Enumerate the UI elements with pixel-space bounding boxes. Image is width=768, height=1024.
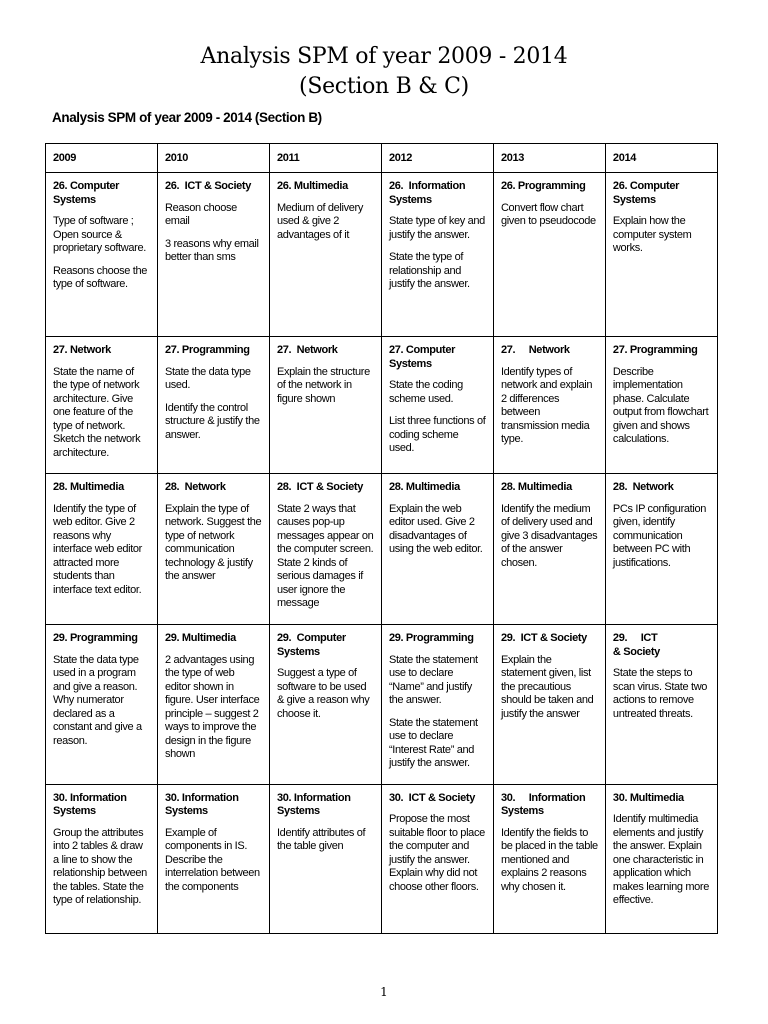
cell-heading: 26. Multimedia bbox=[276, 180, 348, 192]
cell-heading: 29. Programming bbox=[388, 632, 474, 644]
cell-paragraph: State the type of relationship and justify the answer. bbox=[388, 251, 470, 290]
cell-paragraph: Propose the most suitable floor to place the computer and justify the answer. Explain why did not choose other floors. bbox=[388, 813, 485, 893]
cell-paragraph: Identify the medium of delivery used and give 3 disadvantages of the answer chosen. bbox=[500, 502, 598, 569]
table-cell bbox=[157, 784, 269, 933]
cell-paragraph: Identify attributes of the table given bbox=[276, 826, 366, 852]
table-cell bbox=[381, 337, 493, 474]
document-title bbox=[0, 42, 768, 102]
cell-paragraph: Identify the control structure & justify the answer. bbox=[164, 401, 260, 441]
cell-paragraph: 3 reasons why email better than sms bbox=[164, 237, 259, 263]
cell-paragraph: Group the attributes into 2 tables & draw a line to show the relationship between the tables. State the type of relationship. bbox=[53, 826, 147, 906]
table-cell bbox=[605, 474, 717, 625]
year-header: 2009 bbox=[46, 144, 158, 173]
table-cell bbox=[605, 625, 717, 785]
cell-heading: 28. Multimedia bbox=[388, 481, 460, 493]
cell-heading: 26. Programming bbox=[500, 180, 586, 192]
cell-paragraph: Identify the fields to be placed in the table mentioned and explains 2 reasons why chosen it. bbox=[500, 826, 598, 893]
year-header: 2013 bbox=[493, 144, 605, 173]
cell-paragraph: 2 advantages using the type of web editor shown in figure. User interface principle – suggest 2 ways to improve the design in the figure shown bbox=[164, 653, 260, 760]
cell-heading: 29. ICT & Society bbox=[612, 632, 660, 658]
analysis-table bbox=[45, 143, 718, 934]
table-cell bbox=[381, 474, 493, 625]
table-cell bbox=[269, 337, 381, 474]
cell-heading: 30. Information Systems bbox=[276, 791, 354, 817]
table-cell bbox=[605, 337, 717, 474]
cell-heading: 26. ICT & Society bbox=[164, 180, 251, 192]
table-cell bbox=[157, 474, 269, 625]
cell-paragraph: Suggest a type of software to be used & give a reason why choose it. bbox=[276, 667, 370, 720]
table-cell bbox=[493, 474, 605, 625]
cell-paragraph: Reason choose email bbox=[164, 201, 237, 227]
cell-heading: 28. ICT & Society bbox=[276, 481, 363, 493]
cell-paragraph: Explain the statement given, list the precautious should be taken and justify the answer bbox=[500, 653, 594, 720]
cell-paragraph: State the steps to scan virus. State two actions to remove untreated threats. bbox=[612, 667, 708, 720]
table-row bbox=[46, 784, 718, 933]
cell-heading: 30. Information Systems bbox=[53, 791, 130, 817]
cell-paragraph: Explain the structure of the network in figure shown bbox=[276, 365, 370, 405]
cell-paragraph: Identify types of network and explain 2 differences between transmission media type. bbox=[500, 365, 593, 445]
table-cell bbox=[381, 784, 493, 933]
cell-heading: 30. ICT & Society bbox=[388, 791, 475, 804]
cell-paragraph: Identify multimedia elements and justify the answer. Explain one characteristic in application which makes learning more effective. bbox=[612, 813, 709, 906]
cell-paragraph: State 2 ways that causes pop-up messages appear on the computer screen. State 2 kinds of serious damages if user ignore the message bbox=[276, 502, 374, 609]
cell-heading: 28. Multimedia bbox=[53, 481, 124, 493]
cell-paragraph: Reasons choose the type of software. bbox=[53, 264, 147, 290]
cell-heading: 30. Information Systems bbox=[500, 791, 589, 817]
cell-paragraph: Describe implementation phase. Calculate output from flowchart given and shows calculations. bbox=[612, 365, 709, 445]
cell-heading: 27. Network bbox=[500, 344, 570, 356]
table-cell bbox=[157, 625, 269, 785]
table-header-row bbox=[46, 144, 718, 173]
year-header: 2014 bbox=[605, 144, 717, 173]
cell-heading: 27. Programming bbox=[612, 344, 698, 356]
cell-paragraph: State the statement use to declare “Interest Rate” and justify the answer. bbox=[388, 716, 478, 769]
table-row bbox=[46, 474, 718, 625]
table-row bbox=[46, 625, 718, 785]
table-cell bbox=[46, 173, 158, 337]
cell-heading: 27. Programming bbox=[164, 344, 250, 356]
table-row bbox=[46, 337, 718, 474]
table-cell bbox=[46, 784, 158, 933]
cell-heading: 26. Computer Systems bbox=[53, 180, 122, 206]
table-cell bbox=[493, 337, 605, 474]
cell-heading: 29. ICT & Society bbox=[500, 632, 587, 644]
cell-heading: 29. Multimedia bbox=[164, 632, 236, 644]
table-cell bbox=[269, 474, 381, 625]
year-header: 2011 bbox=[269, 144, 381, 173]
table-cell bbox=[381, 625, 493, 785]
table-cell bbox=[157, 337, 269, 474]
table-cell bbox=[46, 337, 158, 474]
table-row bbox=[46, 173, 718, 337]
cell-paragraph: Example of components in IS. Describe the interrelation between the components bbox=[164, 826, 260, 893]
cell-heading: 26. Information Systems bbox=[388, 180, 468, 206]
cell-paragraph: Explain the web editor used. Give 2 disadvantages of using the web editor. bbox=[388, 502, 483, 555]
table-cell bbox=[157, 173, 269, 337]
table-cell bbox=[269, 625, 381, 785]
page-number: 1 bbox=[380, 985, 388, 999]
table-cell bbox=[493, 625, 605, 785]
year-header: 2010 bbox=[157, 144, 269, 173]
cell-heading: 27. Network bbox=[53, 344, 111, 356]
table-cell bbox=[605, 784, 717, 933]
cell-paragraph: State the coding scheme used. bbox=[388, 379, 463, 405]
cell-heading: 30. Information Systems bbox=[164, 791, 242, 817]
cell-paragraph: State the name of the type of network architecture. Give one feature of the type of network. Sketch the network architecture. bbox=[53, 365, 141, 459]
table-cell bbox=[46, 625, 158, 785]
cell-paragraph: State the statement use to declare “Name” and justify the answer. bbox=[388, 653, 478, 706]
cell-heading: 27. Network bbox=[276, 344, 338, 356]
cell-paragraph: Explain how the computer system works. bbox=[612, 215, 692, 254]
cell-heading: 26. Computer Systems bbox=[612, 180, 682, 206]
cell-heading: 27. Computer Systems bbox=[388, 344, 458, 370]
table-cell bbox=[605, 173, 717, 337]
title-line-1: Analysis SPM of year 2009 - 2014 bbox=[200, 44, 568, 69]
table-cell bbox=[493, 784, 605, 933]
cell-heading: 28. Network bbox=[612, 481, 674, 493]
cell-paragraph: State type of key and justify the answer. bbox=[388, 215, 485, 241]
cell-heading: 29. Programming bbox=[53, 632, 138, 644]
year-header: 2012 bbox=[381, 144, 493, 173]
cell-paragraph: Explain the type of network. Suggest the type of network communication technology & justify the answer bbox=[164, 502, 262, 582]
table-cell bbox=[46, 474, 158, 625]
cell-paragraph: PCs IP configuration given, identify communication between PC with justifications. bbox=[612, 502, 706, 569]
table-cell bbox=[269, 173, 381, 337]
table-caption: Analysis SPM of year 2009 - 2014 (Section B) bbox=[52, 110, 322, 125]
cell-paragraph: State the data type used. bbox=[164, 365, 251, 391]
cell-paragraph: Convert flow chart given to pseudocode bbox=[500, 201, 596, 227]
title-line-2: (Section B & C) bbox=[299, 74, 469, 99]
cell-paragraph: State the data type used in a program and give a reason. Why numerator declared as a constant and give a reason. bbox=[53, 653, 142, 747]
cell-paragraph: Medium of delivery used & give 2 advantages of it bbox=[276, 201, 363, 241]
cell-paragraph: Type of software ; Open source & proprietary software. bbox=[53, 215, 146, 254]
table-cell bbox=[493, 173, 605, 337]
cell-paragraph: List three functions of coding scheme used. bbox=[388, 415, 486, 454]
cell-heading: 30. Multimedia bbox=[612, 791, 684, 804]
cell-heading: 28. Network bbox=[164, 481, 226, 493]
cell-paragraph: Identify the type of web editor. Give 2 reasons why interface web editor attracted more students than interface text editor. bbox=[53, 502, 142, 596]
cell-heading: 28. Multimedia bbox=[500, 481, 572, 493]
table-cell bbox=[269, 784, 381, 933]
cell-heading: 29. Computer Systems bbox=[276, 632, 349, 658]
table-cell bbox=[381, 173, 493, 337]
